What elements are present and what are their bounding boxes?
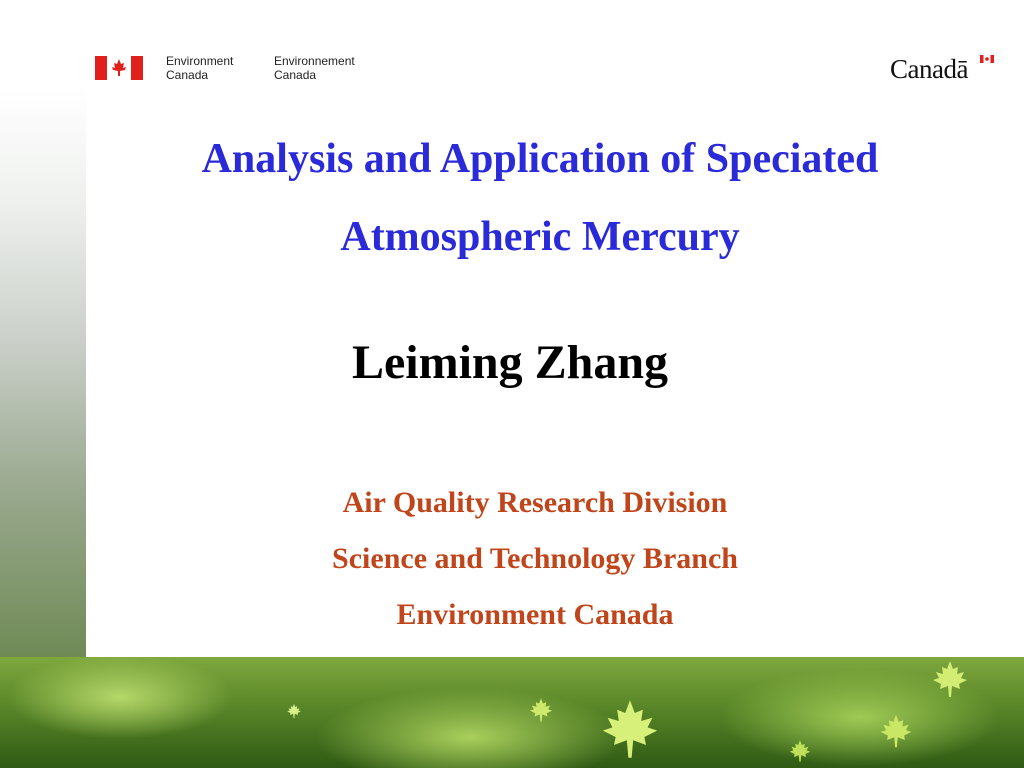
department-fr-line2: Canada [274, 68, 317, 82]
affiliation-department: Environment Canada [396, 598, 674, 631]
affiliation-division: Air Quality Research Division [342, 486, 728, 519]
title-line-1: Analysis and Application of Speciated [201, 136, 879, 182]
department-name-english [166, 54, 233, 82]
canada-wordmark-logo: Canadā [890, 54, 968, 84]
canada-wordmark-flag-icon [980, 55, 994, 63]
maple-leaf-icon [598, 697, 662, 761]
title-line-2: Atmospheric Mercury [340, 214, 740, 260]
left-gradient-strip [0, 88, 86, 658]
maple-leaf-icon [788, 739, 812, 763]
bottom-foliage-band [0, 657, 1024, 768]
slide-title [100, 120, 980, 276]
canada-flag-icon [95, 56, 143, 80]
department-en-line2: Canada [166, 68, 209, 82]
maple-leaf-icon [930, 659, 970, 699]
affiliation-branch: Science and Technology Branch [332, 542, 738, 575]
maple-leaf-icon [286, 703, 302, 719]
department-en-line1: Environment [166, 54, 234, 68]
affiliation-block [180, 475, 890, 643]
department-fr-line1: Environnement [274, 54, 355, 68]
maple-leaf-icon [878, 713, 914, 749]
author-name: Leiming Zhang [351, 336, 669, 389]
department-name-french [274, 54, 355, 82]
maple-leaf-icon [528, 697, 554, 723]
